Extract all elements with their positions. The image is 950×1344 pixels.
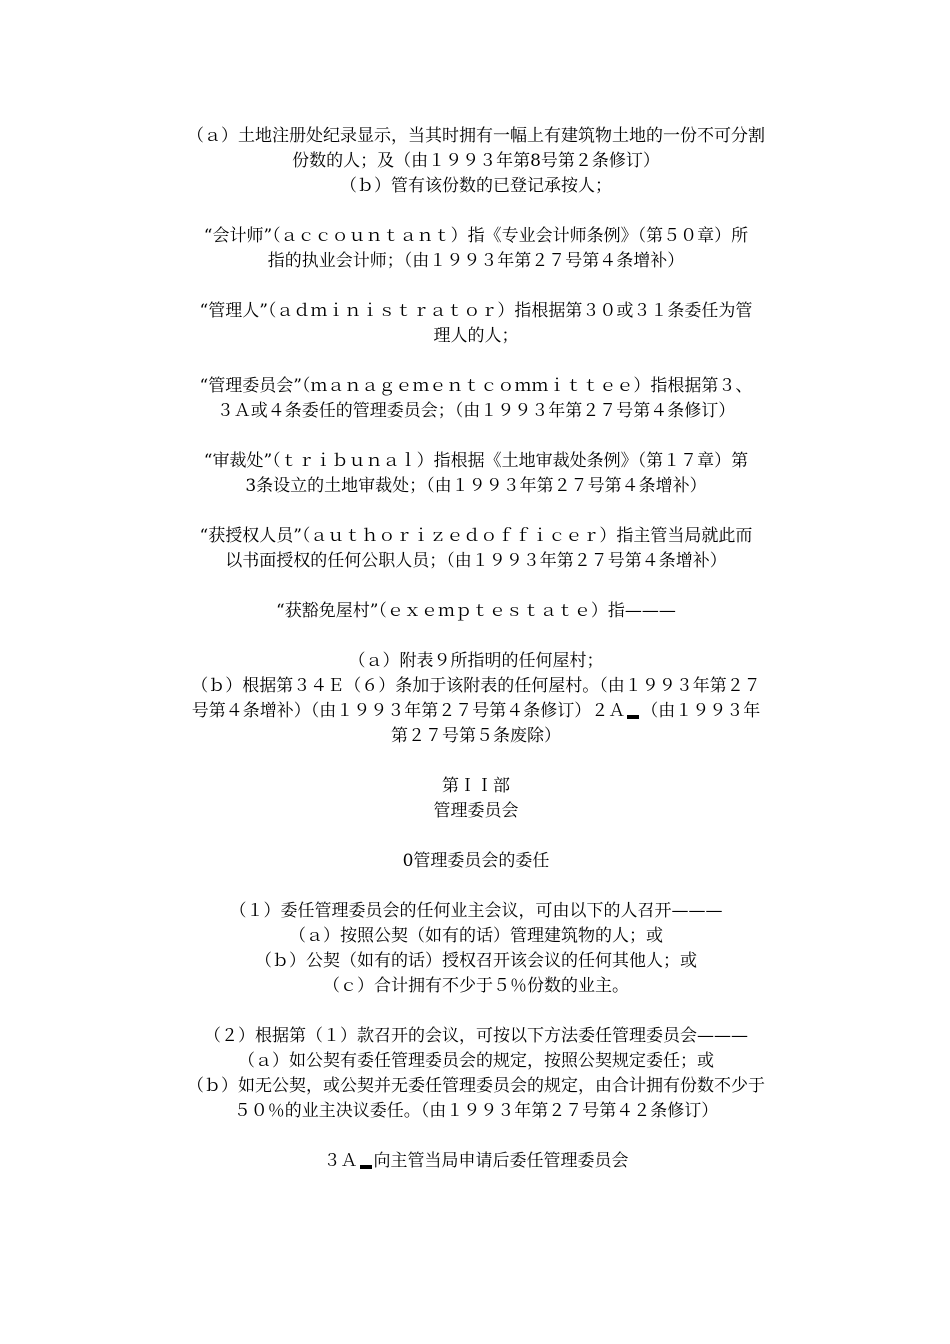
exempt-estate-item: （ｂ）根据第３４Ｅ（６）条加于该附表的任何屋村。（由１９９３年第２７ — [191, 676, 761, 696]
subsection-text: （ｃ）合计拥有不少于５％份数的业主。 — [323, 976, 629, 996]
definition-management-committee: ３Ａ或４条委任的管理委员会；（由１９９３年第２７号第４条修订） — [216, 401, 736, 421]
definition-authorized-officer: 以书面授权的任何公职人员；（由１９９３年第２７号第４条增补） — [225, 551, 727, 571]
definition-authorized-officer: “获授权人员”（ａｕｔｈｏｒｉｚｅｄｏｆｆｉｃｅｒ）指主管当局就此而 — [199, 526, 753, 546]
definition-accountant: 指的执业会计师；（由１９９３年第２７号第４条增补） — [267, 251, 685, 271]
exempt-estate-item: （ａ）附表９所指明的任何屋村； — [348, 651, 604, 671]
definition-tribunal: “审裁处”（ｔｒｉｂｕｎａｌ）指根据《土地审裁处条例》（第１７章）第 — [203, 451, 749, 471]
amendment-note: （由１９９３年 — [641, 701, 761, 721]
exempt-estate-item: 第２７号第５条废除） — [391, 726, 561, 746]
subsection-text: （ｂ）公契（如有的话）授权召开该会议的任何其他人；或 — [255, 951, 697, 971]
subsection-text: （２）根据第（１）款召开的会议，可按以下方法委任管理委员会——— — [204, 1026, 748, 1046]
definition-administrator: 理人的人； — [433, 326, 519, 346]
part-title: 管理委员会 — [433, 801, 519, 821]
definition-text: （ｂ）管有该份数的已登记承按人； — [340, 176, 612, 196]
definition-text: （ａ）土地注册处纪录显示，当其时拥有一幅上有建筑物土地的一份不可分割 — [187, 126, 765, 146]
section-3a-heading — [150, 1149, 802, 1174]
definition-management-committee: “管理委员会”（ｍａｎａｇｅｍｅｎｔｃｏｍｍｉｔｔｅｅ）指根据第３、 — [199, 376, 753, 396]
subsection-text: （ｂ）如无公契，或公契并无委任管理委员会的规定，由合计拥有份数不少于 — [187, 1076, 765, 1096]
section-mark-icon — [360, 1161, 372, 1169]
section-title: 向主管当局申请后委任管理委员会 — [373, 1151, 629, 1171]
subsection-text: （ａ）按照公契（如有的话）管理建筑物的人；或 — [289, 926, 663, 946]
exempt-estate-item — [150, 699, 802, 724]
subsection-text: （１）委任管理委员会的任何业主会议，可由以下的人召开——— — [229, 901, 723, 921]
section-title: 0管理委员会的委任 — [402, 851, 550, 871]
amendment-note: 号第４条增补）（由１９９３年第２７号第４条修订）２Ａ — [191, 701, 626, 721]
section-mark-icon — [627, 711, 639, 719]
definition-accountant: “会计师”（ａｃｃｏｕｎｔａｎｔ）指《专业会计师条例》（第５０章）所 — [203, 226, 749, 246]
subsection-text: （ａ）如公契有委任管理委员会的规定，按照公契规定委任；或 — [238, 1051, 714, 1071]
part-number: 第ＩＩ部 — [442, 776, 510, 796]
section-number: ３Ａ — [323, 1151, 358, 1171]
definition-tribunal: 3条设立的土地审裁处；（由１９９３年第２７号第４条增补） — [245, 476, 707, 496]
document-page — [150, 124, 802, 1174]
definition-exempt-estate: “获豁免屋村”（ｅｘｅｍｐｔｅｓｔａｔｅ）指——— — [276, 601, 676, 621]
subsection-text: ５０％的业主决议委任。（由１９９３年第２７号第４２条修订） — [233, 1101, 719, 1121]
definition-text: 份数的人；及（由１９９３年第8号第２条修订） — [292, 151, 660, 171]
definition-administrator: “管理人”（ａｄｍｉｎｉｓｔｒａｔｏｒ）指根据第３０或３１条委任为管 — [199, 301, 753, 321]
